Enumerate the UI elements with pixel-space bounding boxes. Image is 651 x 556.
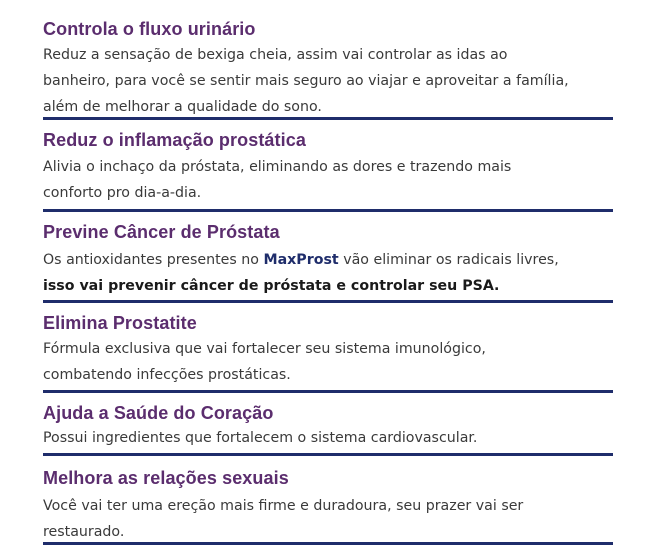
benefit-item-prostatitis bbox=[43, 303, 613, 393]
benefit-title: Previne Câncer de Próstata bbox=[43, 222, 280, 242]
benefit-description-line: conforto pro dia-a-dia. bbox=[43, 185, 202, 201]
benefit-description-line: Reduz a sensação de bexiga cheia, assim vai controlar as idas ao bbox=[43, 47, 508, 63]
benefit-title: Controla o fluxo urinário bbox=[43, 19, 256, 39]
benefit-description-line: Possui ingredientes que fortalecem o sistema cardiovascular. bbox=[43, 430, 478, 446]
benefit-description-line: restaurado. bbox=[43, 524, 125, 540]
benefits-list bbox=[43, 0, 613, 545]
benefit-item-prostate-cancer bbox=[43, 212, 613, 303]
benefit-item-prostatic-inflammation bbox=[43, 120, 613, 212]
benefit-description bbox=[43, 154, 618, 206]
benefit-description-line: banheiro, para você se sentir mais seguro ao viajar e aproveitar a família, bbox=[43, 73, 569, 89]
benefit-description-line: além de melhorar a qualidade do sono. bbox=[43, 99, 322, 115]
benefit-item-urinary-flow bbox=[43, 0, 613, 120]
benefit-text: Os antioxidantes presentes no bbox=[43, 252, 264, 268]
benefit-text: vão eliminar os radicais livres, bbox=[338, 252, 559, 268]
benefit-description-line: Fórmula exclusiva que vai fortalecer seu sistema imunológico, bbox=[43, 341, 486, 357]
benefit-description-line: Alivia o inchaço da próstata, eliminando as dores e trazendo mais bbox=[43, 159, 512, 175]
benefit-description bbox=[43, 336, 618, 388]
brand-name: MaxProst bbox=[263, 252, 339, 268]
benefit-item-sexual-health bbox=[43, 456, 613, 545]
benefit-title: Reduz o inflamação prostática bbox=[43, 130, 306, 150]
benefit-description bbox=[43, 493, 618, 545]
benefit-title: Ajuda a Saúde do Coração bbox=[43, 403, 274, 423]
benefit-description-emphasis: isso vai prevenir câncer de próstata e controlar seu PSA. bbox=[43, 278, 500, 294]
benefit-description-line: combatendo infecções prostáticas. bbox=[43, 367, 291, 383]
benefit-description-line: Você vai ter uma ereção mais firme e duradoura, seu prazer vai ser bbox=[43, 498, 524, 514]
benefit-description bbox=[43, 42, 618, 120]
benefit-description bbox=[43, 425, 618, 451]
benefit-title: Elimina Prostatite bbox=[43, 313, 197, 333]
benefit-description-line bbox=[43, 247, 618, 273]
benefit-description bbox=[43, 247, 618, 299]
benefit-title: Melhora as relações sexuais bbox=[43, 468, 289, 488]
benefit-item-heart-health bbox=[43, 393, 613, 456]
